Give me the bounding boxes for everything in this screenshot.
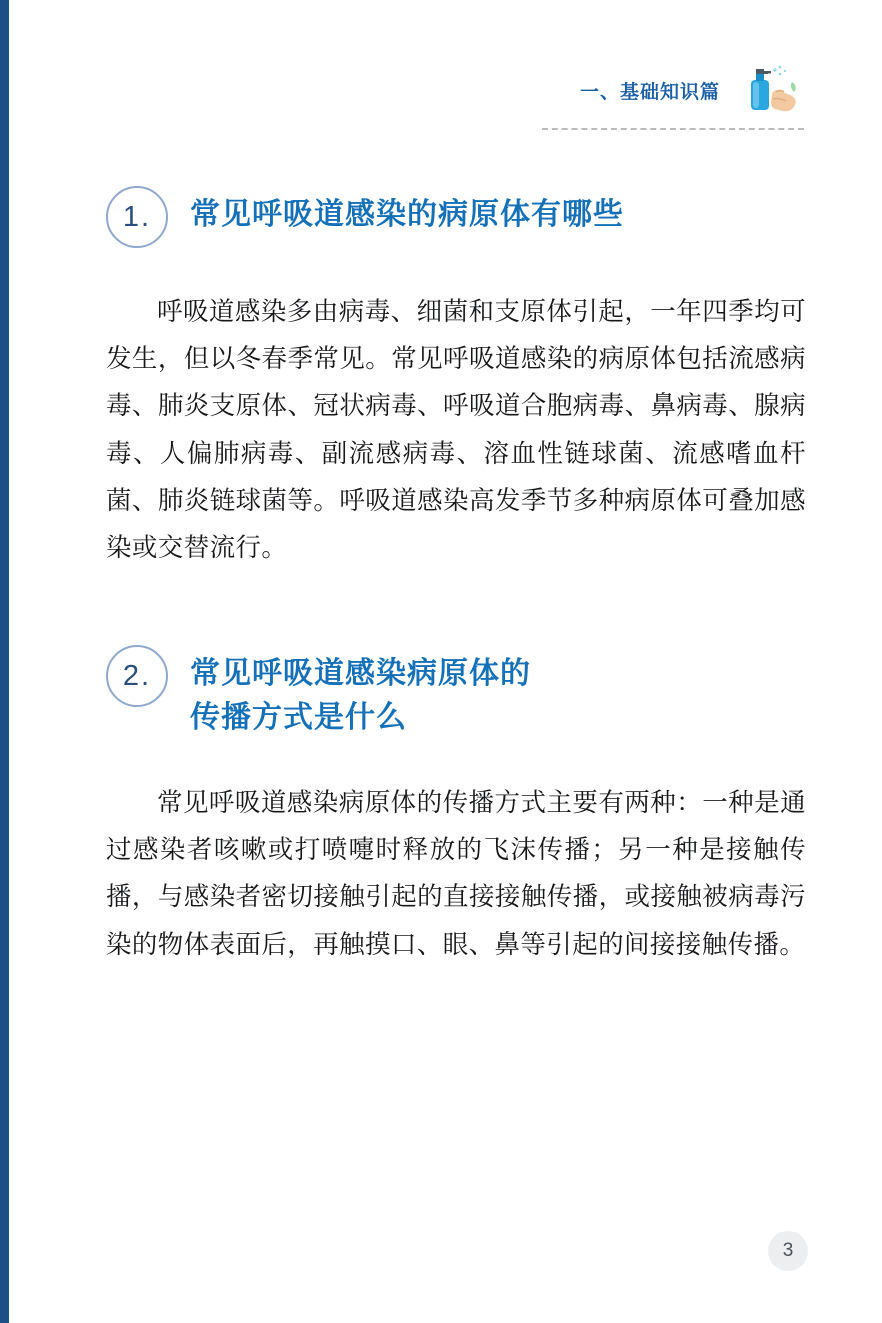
section-1-title-line1: 常见呼吸道感染的病原体有哪些: [190, 198, 624, 231]
section-2-number: 2.: [106, 645, 168, 707]
left-edge-bar: [0, 0, 9, 1323]
section-1-number: 1.: [106, 186, 168, 248]
section-1-title: [190, 186, 624, 237]
section-2-body: 常见呼吸道感染病原体的传播方式主要有两种：一种是通过感染者咳嗽或打喷嚏时释放的飞沫传播；另一种是接触传播，与感染者密切接触引起的直接接触传播，或接触被病毒污染的物体表面后，再触摸口、眼、鼻等引起的间接接触传播。: [106, 788, 806, 959]
section-2-title-line2: 传播方式是什么: [190, 700, 407, 734]
header-chapter-title: 一、基础知识篇: [579, 81, 720, 103]
hand-sanitizer-icon: [742, 62, 804, 118]
page-header: [580, 62, 804, 118]
section-2-title-line1: 常见呼吸道感染病原体的: [190, 657, 531, 691]
header-divider: [542, 128, 804, 130]
section-1-body: 呼吸道感染多由病毒、细菌和支原体引起，一年四季均可发生，但以冬春季常见。常见呼吸道感染的病原体包括流感病毒、肺炎支原体、冠状病毒、呼吸道合胞病毒、鼻病毒、腺病毒、人偏肺病毒、副流感病毒、溶血性链球菌、流感嗜血杆菌、肺炎链球菌等。呼吸道感染高发季节多种病原体可叠加感染或交替流行。: [106, 297, 806, 562]
page-content: [106, 186, 806, 993]
section-2-title: [190, 645, 531, 739]
section-2: [106, 645, 806, 968]
section-2-heading: [106, 645, 806, 739]
section-1-heading: [106, 186, 806, 248]
section-1: [106, 186, 806, 571]
page-number: 3: [768, 1231, 808, 1271]
